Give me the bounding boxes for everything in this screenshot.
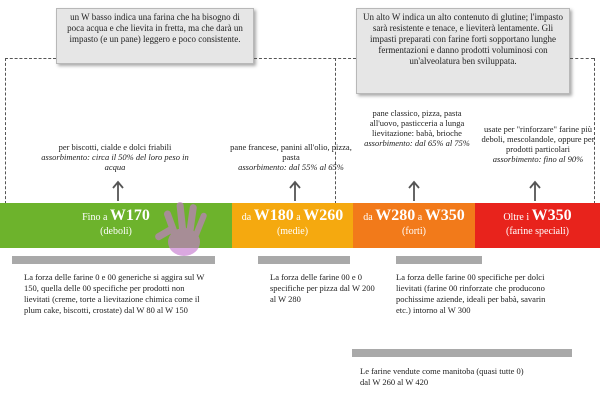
connector-right-horizontal bbox=[570, 58, 594, 59]
segment-strong-from: W280 bbox=[375, 207, 416, 224]
range-bar-manitoba bbox=[352, 349, 572, 357]
range-bar-weak bbox=[12, 256, 215, 264]
use-strong-absorb: assorbimento: dal 65% al 75% bbox=[364, 138, 470, 148]
segment-medium-label: (medie) bbox=[276, 226, 309, 237]
connector-left-vertical bbox=[5, 58, 6, 204]
connector-left-horizontal bbox=[5, 58, 56, 59]
use-special-text: usate per "rinforzare" farine più deboli, mescolandole, oppure per prodotti particolari bbox=[481, 124, 595, 154]
high-w-note: Un alto W indica un alto contenuto di glutine; l'impasto sarà resistente e tenace, e lieviterà lentamente. Gli impasti preparati con farine forti sopportano lunghe fermentazioni e danno prodotti voluminosi con un'alveolatura ben sviluppata. bbox=[356, 8, 570, 94]
use-strong-text: pane classico, pizza, pasta all'uovo, pasticceria a lunga lievitazione: babà, brioche bbox=[369, 108, 465, 138]
arrow-up-icon bbox=[528, 180, 542, 202]
segment-medium-from: W180 bbox=[253, 207, 294, 224]
use-weak-absorb: assorbimento: circa il 50% del loro peso in acqua bbox=[41, 152, 189, 172]
segment-special-value: W350 bbox=[531, 207, 572, 224]
segment-strong-label: (forti) bbox=[402, 226, 426, 237]
segment-medium-to: W260 bbox=[303, 207, 344, 224]
use-special-absorb: assorbimento: fino al 90% bbox=[492, 154, 584, 164]
use-weak-text: per biscotti, cialde e dolci friabili bbox=[58, 142, 172, 152]
low-w-note: un W basso indica una farina che ha bisogno di poca acqua e che lievita in fretta, ma che darà un impasto (e un pane) leggero e poco consistente. bbox=[56, 8, 254, 64]
use-special bbox=[478, 124, 598, 164]
segment-weak-prefix: Fino a bbox=[82, 212, 110, 223]
connector-mid-horizontal bbox=[254, 58, 356, 59]
segment-medium bbox=[232, 203, 353, 248]
segment-special-label: (farine speciali) bbox=[505, 226, 570, 237]
use-strong bbox=[358, 108, 476, 148]
arrow-up-icon bbox=[288, 180, 302, 202]
segment-medium-mid: a bbox=[293, 212, 304, 223]
segment-special-prefix: Oltre i bbox=[503, 212, 532, 223]
range-bar-strong bbox=[396, 256, 482, 264]
use-medium bbox=[226, 142, 356, 172]
segment-strong-prefix: da bbox=[363, 212, 376, 223]
segment-strong-to: W350 bbox=[424, 207, 465, 224]
arrow-up-icon bbox=[111, 180, 125, 202]
use-medium-absorb: assorbimento: dal 55% al 65% bbox=[238, 162, 344, 172]
range-bar-medium bbox=[258, 256, 350, 264]
segment-weak-label: (deboli) bbox=[100, 226, 132, 237]
description-manitoba: Le farine vendute come manitoba (quasi tutte 0) dal W 260 al W 420 bbox=[360, 366, 524, 387]
segment-weak-value: W170 bbox=[109, 207, 150, 224]
description-medium: La forza delle farine 00 e 0 specifiche per pizza dal W 200 al W 280 bbox=[270, 272, 375, 304]
segment-strong bbox=[353, 203, 475, 248]
connector-mid-vertical bbox=[335, 58, 336, 204]
arrow-up-icon bbox=[407, 180, 421, 202]
segment-special bbox=[475, 203, 600, 248]
description-strong: La forza delle farine 00 specifiche per dolci lievitati (farine 00 rinforzate che producono pochissime aziende, ideali per babà, savarin etc.) intorno al W 300 bbox=[396, 272, 546, 315]
segment-strong-mid: a bbox=[415, 212, 425, 223]
description-weak: La forza delle farine 0 e 00 generiche si aggira sul W 150, quella delle 00 specifiche per prodotti non lievitati (creme, torte a lievitazione chimica come il plum cake, biscotti, crostate) dal W 80 al W 150 bbox=[24, 272, 205, 315]
segment-medium-prefix: da bbox=[241, 212, 254, 223]
use-weak bbox=[40, 142, 190, 172]
use-medium-text: pane francese, panini all'olio, pizza, pasta bbox=[230, 142, 352, 162]
